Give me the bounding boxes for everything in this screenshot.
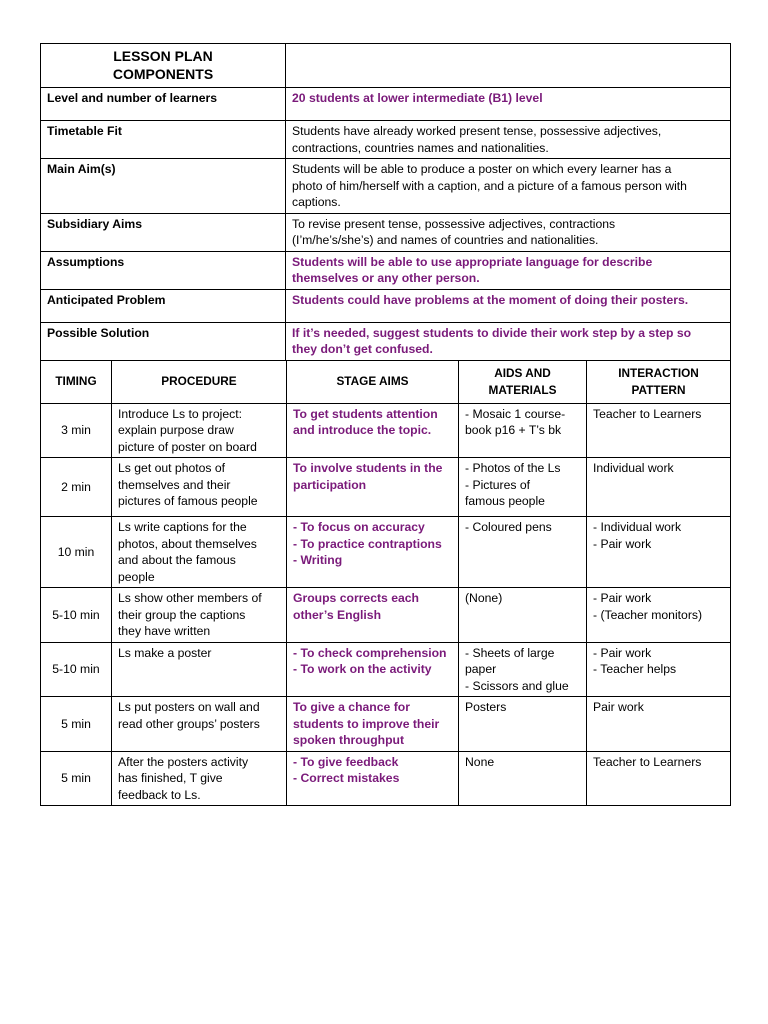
aids-header-line: MATERIALS <box>488 382 557 397</box>
component-value <box>286 121 731 159</box>
timing-cell: 2 min <box>41 458 112 517</box>
procedure-table <box>40 360 731 807</box>
cell-text-line: students to improve their <box>293 716 440 731</box>
component-value <box>286 289 731 322</box>
cell-text-line: - Teacher helps <box>593 662 677 676</box>
timing-cell: 3 min <box>41 403 112 458</box>
timing-cell: 5 min <box>41 697 112 752</box>
component-label: Anticipated Problem <box>41 289 286 322</box>
cell-text-line: and introduce the topic. <box>293 423 432 437</box>
cell-text-line: Ls show other members of <box>118 591 262 605</box>
component-row <box>41 251 731 289</box>
component-row <box>41 213 731 251</box>
cell-text-line: (I’m/he’s/she’s) and names of countries and nationalities. <box>292 233 599 247</box>
procedure-row <box>41 697 731 752</box>
aids-cell <box>459 517 587 588</box>
procedure-cell <box>112 517 287 588</box>
component-value <box>286 322 731 360</box>
interaction-cell <box>587 403 731 458</box>
component-label: Assumptions <box>41 251 286 289</box>
cell-text-line: - Pair work <box>593 645 652 660</box>
cell-text-line: After the posters activity <box>118 754 249 769</box>
cell-text-line: To give a chance for <box>293 700 410 714</box>
interaction-header-line: PATTERN <box>631 382 686 397</box>
cell-text-line: If it’s needed, suggest students to divide their work step by a step so <box>292 325 692 340</box>
cell-text-line: Ls put posters on wall and <box>118 700 260 714</box>
stage-aims-cell <box>287 517 459 588</box>
interaction-cell <box>587 642 731 697</box>
procedure-cell <box>112 588 287 643</box>
cell-text-line: - To work on the activity <box>293 662 432 676</box>
stage-aims-cell <box>287 403 459 458</box>
cell-text-line: book p16 + T’s bk <box>465 423 562 437</box>
procedure-row <box>41 642 731 697</box>
procedure-row <box>41 458 731 517</box>
procedure-cell <box>112 403 287 458</box>
cell-text-line: Ls get out photos of <box>118 461 226 475</box>
procedure-header-row <box>41 360 731 403</box>
component-value <box>286 159 731 214</box>
cell-text-line: - To check comprehension <box>293 645 447 660</box>
cell-text-line: None <box>465 754 495 769</box>
procedure-cell <box>112 751 287 806</box>
stage-aims-cell <box>287 642 459 697</box>
cell-text-line: - Coloured pens <box>465 520 552 534</box>
cell-text-line: Teacher to Learners <box>593 406 702 421</box>
cell-text-line: To involve students in the <box>293 461 443 475</box>
cell-text-line: photo of him/herself with a caption, and a picture of a famous person with <box>292 178 687 193</box>
cell-text-line: - Sheets of large <box>465 645 555 660</box>
cell-text-line: - Pair work <box>593 536 652 551</box>
interaction-header-line: INTERACTION <box>618 366 699 380</box>
cell-text-line: (None) <box>465 591 503 605</box>
cell-text-line: - Writing <box>293 553 343 567</box>
cell-text-line: spoken throughput <box>293 733 405 747</box>
cell-text-line: To get students attention <box>293 406 438 421</box>
cell-text-line: Individual work <box>593 461 674 475</box>
components-table <box>40 43 731 361</box>
aids-cell <box>459 697 587 752</box>
procedure-cell <box>112 458 287 517</box>
procedure-header: PROCEDURE <box>112 360 287 403</box>
cell-text-line: themselves or any other person. <box>292 271 480 285</box>
component-label: Subsidiary Aims <box>41 213 286 251</box>
aids-cell <box>459 458 587 517</box>
cell-text-line: pictures of famous people <box>118 494 258 508</box>
cell-text-line: - To practice contraptions <box>293 536 442 551</box>
lesson-plan-title <box>41 44 286 88</box>
cell-text-line: contractions, countries names and nationalities. <box>292 140 549 155</box>
component-value <box>286 88 731 121</box>
interaction-cell <box>587 751 731 806</box>
stage-aims-cell <box>287 751 459 806</box>
cell-text-line: - Photos of the Ls <box>465 461 561 475</box>
cell-text-line: Posters <box>465 700 507 714</box>
cell-text-line: photos, about themselves <box>118 536 257 551</box>
procedure-cell <box>112 697 287 752</box>
cell-text-line: Students could have problems at the moment of doing their posters. <box>292 292 689 307</box>
cell-text-line: famous people <box>465 494 545 508</box>
cell-text-line: participation <box>293 477 367 492</box>
cell-text-line: - To give feedback <box>293 754 399 769</box>
cell-text-line: Groups corrects each <box>293 591 419 605</box>
cell-text-line: they have written <box>118 624 211 638</box>
cell-text-line: - (Teacher monitors) <box>593 607 703 622</box>
cell-text-line: people <box>118 569 155 584</box>
aids-cell <box>459 403 587 458</box>
timing-cell: 10 min <box>41 517 112 588</box>
title-line: COMPONENTS <box>112 66 214 82</box>
cell-text-line: Teacher to Learners <box>593 754 702 769</box>
aids-header <box>459 360 587 403</box>
cell-text-line: - Mosaic 1 course- <box>465 406 566 421</box>
cell-text-line: picture of poster on board <box>118 439 257 454</box>
timing-cell: 5-10 min <box>41 642 112 697</box>
timing-header: TIMING <box>41 360 112 403</box>
aids-cell <box>459 588 587 643</box>
component-label: Timetable Fit <box>41 121 286 159</box>
cell-text-line: - Pictures of <box>465 477 531 492</box>
cell-text-line: - To focus on accuracy <box>293 520 425 534</box>
title-line: LESSON PLAN <box>113 48 213 64</box>
cell-text-line: - Scissors and glue <box>465 678 569 693</box>
cell-text-line: read other groups’ posters <box>118 716 260 731</box>
component-value <box>286 251 731 289</box>
cell-text-line: - Pair work <box>593 591 652 605</box>
interaction-header <box>587 360 731 403</box>
cell-text-line: Ls make a poster <box>118 645 212 660</box>
component-label: Level and number of learners <box>41 88 286 121</box>
cell-text-line: Pair work <box>593 700 644 714</box>
header-blank-cell <box>286 44 731 88</box>
component-row <box>41 289 731 322</box>
procedure-row <box>41 517 731 588</box>
cell-text-line: Students have already worked present tense, possessive adjectives, <box>292 124 662 138</box>
cell-text-line: Students will be able to use appropriate language for describe <box>292 254 653 269</box>
interaction-cell <box>587 697 731 752</box>
timing-cell: 5-10 min <box>41 588 112 643</box>
cell-text-line: they don’t get confused. <box>292 342 433 356</box>
component-row <box>41 322 731 360</box>
component-label: Main Aim(s) <box>41 159 286 214</box>
cell-text-line: themselves and their <box>118 477 231 492</box>
cell-text-line: Students will be able to produce a poster on which every learner has a <box>292 162 672 176</box>
interaction-cell <box>587 517 731 588</box>
interaction-cell <box>587 458 731 517</box>
cell-text-line: - Individual work <box>593 520 682 534</box>
cell-text-line: and about the famous <box>118 553 236 567</box>
cell-text-line: To revise present tense, possessive adjectives, contractions <box>292 216 616 231</box>
component-row <box>41 121 731 159</box>
aids-header-line: AIDS AND <box>494 366 551 380</box>
timing-cell: 5 min <box>41 751 112 806</box>
procedure-row <box>41 403 731 458</box>
cell-text-line: paper <box>465 662 497 676</box>
cell-text-line: their group the captions <box>118 607 246 622</box>
cell-text-line: Ls write captions for the <box>118 520 247 534</box>
stage-aims-cell <box>287 697 459 752</box>
components-header-row <box>41 44 731 88</box>
aids-cell <box>459 642 587 697</box>
cell-text-line: - Correct mistakes <box>293 771 400 785</box>
component-row <box>41 88 731 121</box>
procedure-row <box>41 751 731 806</box>
component-value <box>286 213 731 251</box>
cell-text-line: has finished, T give <box>118 771 223 785</box>
component-label: Possible Solution <box>41 322 286 360</box>
cell-text-line: other’s English <box>293 607 382 622</box>
procedure-row <box>41 588 731 643</box>
aids-cell <box>459 751 587 806</box>
cell-text-line: Introduce Ls to project: <box>118 406 242 421</box>
stage-aims-header: STAGE AIMS <box>287 360 459 403</box>
cell-text-line: captions. <box>292 195 341 209</box>
lesson-plan-sheet <box>40 43 730 806</box>
cell-text-line: explain purpose draw <box>118 423 234 437</box>
stage-aims-cell <box>287 588 459 643</box>
interaction-cell <box>587 588 731 643</box>
procedure-cell <box>112 642 287 697</box>
stage-aims-cell <box>287 458 459 517</box>
cell-text-line: feedback to Ls. <box>118 787 201 802</box>
component-row <box>41 159 731 214</box>
cell-text-line: 20 students at lower intermediate (B1) level <box>292 91 543 105</box>
